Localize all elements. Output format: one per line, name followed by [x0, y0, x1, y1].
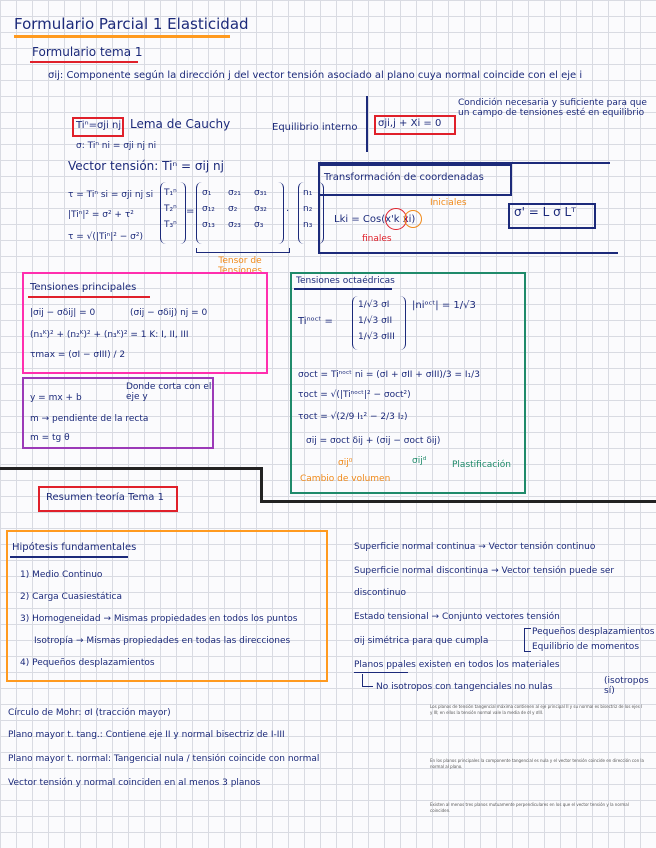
matrix-cell: σ₃₁ [254, 188, 267, 198]
hipotesis-item: 2) Carga Cuasiestática [20, 592, 122, 602]
octahedral-f4: σij = σoct δij + (σij − σoct δij) [306, 436, 441, 446]
right-note: Planos ppales existen en todos los materiales [354, 660, 560, 670]
sigma-matrix [202, 188, 280, 230]
arrow-connector [362, 674, 373, 687]
transform-title: Transformación de coordenadas [324, 172, 484, 183]
principal-f3: (n₁ᴷ)² + (n₂ᴷ)² + (n₃ᴷ)² = 1 K: I, II, III [30, 330, 189, 340]
equilibrium-divider [366, 96, 368, 152]
right-note: No isotropos con tangenciales no nulas [376, 682, 553, 692]
t-vector-entry: T₁ⁿ [164, 188, 177, 198]
section-divider-right [260, 500, 656, 503]
dot-sign: · [286, 206, 290, 217]
title-underline [14, 35, 230, 38]
right-note: σij simétrica para que cumpla [354, 636, 489, 646]
octahedral-entry: 1/√3 σII [358, 316, 393, 326]
tensor-brace [196, 248, 290, 253]
vector-tension-label: Vector tensión: Tiⁿ = σij nj [68, 159, 224, 173]
mohr-line: Vector tensión y normal coinciden en al menos 3 planos [8, 778, 261, 788]
n-vector [303, 188, 312, 230]
octahedral-f2: τoct = √(|Tiⁿᵒᶜᵗ|² − σoct²) [298, 390, 411, 400]
hipotesis-title: Hipótesis fundamentales [12, 542, 137, 553]
section-divider-step [260, 467, 263, 501]
octahedral-f3: τoct = √(2/9 I₁² − 2/3 I₂) [298, 412, 408, 422]
plastification-label: Plastificación [452, 460, 511, 470]
transform-left-line [318, 192, 320, 252]
right-note: Pequeños desplazamientos [532, 627, 655, 637]
tensor-label: Tensor de Tensiones [218, 256, 262, 277]
transform-bottom-line [318, 252, 618, 254]
equals-sign: = [186, 206, 195, 217]
section-subtitle: Formulario tema 1 [32, 45, 143, 59]
matrix-cell: σ₂₃ [228, 220, 241, 230]
symmetry-brace [524, 628, 531, 652]
fine-print-paragraph: Existen al menos tres planos mutuamente perpendiculares en los que el vector tensión y la normal coinciden. [430, 802, 629, 813]
n-vector-entry: n₁ [303, 188, 313, 198]
right-note: (isotropos sí) [604, 676, 649, 697]
sigma-zero-label: σij⁰ [338, 458, 353, 468]
resumen-title: Resumen teoría Tema 1 [46, 492, 164, 503]
mohr-line: Plano mayor t. tang.: Contiene eje II y normal bisectriz de I-III [8, 730, 285, 740]
t-vector [164, 188, 177, 230]
n-vector-entry: n₃ [303, 220, 313, 230]
final-label: finales [362, 234, 392, 244]
right-note: Equilibrio de momentos [532, 642, 640, 652]
hipotesis-underline [10, 556, 128, 558]
subtitle-underline [30, 61, 138, 63]
principal-title: Tensiones principales [30, 282, 137, 293]
octahedral-t-label: Tiⁿᵒᶜᵗ = [298, 316, 333, 327]
octahedral-title: Tensiones octaédricas [296, 276, 395, 286]
principal-f2: (σij − σδij) nj = 0 [130, 308, 208, 318]
cauchy-line2: σ: Tiⁿ ni = σji nj ni [76, 141, 157, 151]
line-eq: y = mx + b [30, 393, 82, 403]
initial-label: Iniciales [430, 198, 467, 208]
tau-formula-2: τ = √(|Tiⁿ|² − σ²) [68, 232, 143, 242]
principal-title-underline [28, 296, 150, 298]
modulus-formula: |Tiⁿ|² = σ² + τ² [68, 210, 134, 220]
principal-f4: τmax = (σI − σIII) / 2 [30, 350, 126, 360]
hipotesis-item: 1) Medio Continuo [20, 570, 103, 580]
matrix-cell: σ₁ [202, 188, 212, 198]
right-note: Estado tensional → Conjunto vectores tensión [354, 612, 560, 622]
hipotesis-item: 3) Homogeneidad → Mismas propiedades en todos los puntos [20, 614, 298, 624]
line-m: m = tg θ [30, 433, 70, 443]
octahedral-norm: |niᵒᶜᵗ| = 1/√3 [412, 300, 476, 311]
equilibrium-note: Condición necesaria y suficiente para que un campo de tensiones esté en equilibrio [458, 98, 647, 119]
sigma-definition: σij: Componente según la dirección j del vector tensión asociado al plano cuya normal coincide con el eje i [48, 70, 583, 81]
section-divider-left [0, 467, 262, 470]
principal-f1: |σij − σδij| = 0 [30, 308, 96, 318]
t-vector-entry: T₃ⁿ [164, 220, 177, 230]
sigma-d-label: σijᵈ [412, 456, 427, 466]
volume-change-label: Cambio de volumen [300, 474, 391, 484]
transform-formula: Lki = Cos(x'k xi) [334, 214, 416, 225]
line-cut: Donde corta con el eje y [126, 382, 212, 403]
cauchy-label: Lema de Cauchy [130, 117, 231, 131]
matrix-cell: σ₃ [254, 220, 264, 230]
matrix-cell: σ₁₃ [202, 220, 215, 230]
octahedral-entry: 1/√3 σI [358, 300, 390, 310]
equilibrium-formula: σji,j + Xi = 0 [378, 118, 442, 129]
matrix-cell: σ₁₂ [202, 204, 215, 214]
hipotesis-item: 4) Pequeños desplazamientos [20, 658, 155, 668]
mohr-line: Círculo de Mohr: σI (tracción mayor) [8, 708, 171, 718]
cauchy-formula: Tiⁿ=σji nj [76, 120, 122, 131]
matrix-cell: σ₂ [228, 204, 238, 214]
fine-print-paragraph: En los planos principales la componente tangencial es nula y el vector tensión coincide en dirección con la normal al plano. [430, 758, 644, 769]
initial-circle [404, 210, 422, 228]
tau-formula-1: τ = Tiⁿ si = σji nj si [68, 190, 154, 200]
octahedral-title-underline [294, 288, 392, 290]
line-slope: m → pendiente de la recta [30, 414, 149, 424]
matrix-cell: σ₂₁ [228, 188, 241, 198]
octahedral-vector [358, 300, 395, 342]
right-note: Superficie normal continua → Vector tensión continuo [354, 542, 596, 552]
planos-underline [354, 672, 408, 673]
hipotesis-item: Isotropía → Mismas propiedades en todas las direcciones [34, 636, 291, 646]
equilibrium-label: Equilibrio interno [272, 122, 358, 133]
right-note: Superficie normal discontinua → Vector tensión puede ser [354, 566, 615, 576]
right-note: discontinuo [354, 588, 407, 598]
fine-print-paragraph: Los planos de tensión tangencial máxima contienen al eje principal II y su normal es bisectriz de los ejes I y III; en ellos la tensión normal vale la media de σI y σIII. [430, 704, 643, 715]
n-vector-entry: n₂ [303, 204, 313, 214]
page-title: Formulario Parcial 1 Elasticidad [14, 15, 249, 33]
t-vector-entry: T₂ⁿ [164, 204, 177, 214]
octahedral-f1: σoct = Tiⁿᵒᶜᵗ ni = (σI + σII + σIII)/3 = I₁/3 [298, 370, 480, 380]
mohr-line: Plano mayor t. normal: Tangencial nula / tensión coincide con normal [8, 754, 320, 764]
matrix-cell: σ₃₂ [254, 204, 267, 214]
octahedral-entry: 1/√3 σIII [358, 332, 395, 342]
transform-main: σ' = L σ Lᵀ [514, 205, 576, 219]
